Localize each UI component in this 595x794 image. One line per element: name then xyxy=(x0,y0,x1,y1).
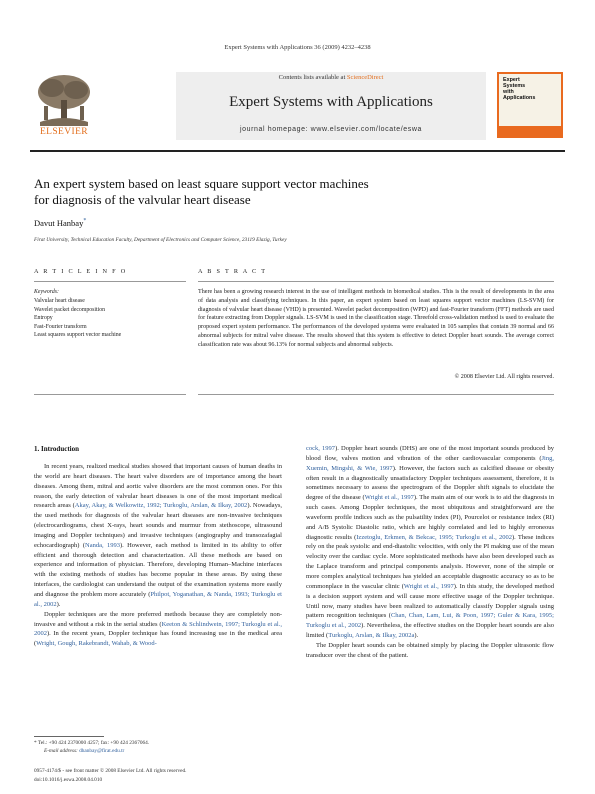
elsevier-tree-logo xyxy=(30,72,98,128)
contents-line xyxy=(176,74,486,81)
citation-link[interactable]: cock, 1997 xyxy=(306,445,336,452)
article-title: An expert system based on least square support vector machines for diagnosis of the valvular heart disease xyxy=(34,176,369,207)
elsevier-wordmark: ELSEVIER xyxy=(39,127,89,137)
citation-link[interactable]: Wright, Gough, Rakebrandt, Wahab, & Wood- xyxy=(36,640,157,648)
journal-homepage[interactable]: journal homepage: www.elsevier.com/locate/eswa xyxy=(239,126,423,133)
keyword: Least squares support vector machine xyxy=(34,332,122,339)
body-column-left xyxy=(34,462,282,649)
page-footer: 0957-4174/$ - see front matter © 2008 Elsevier Ltd. All rights reserved. doi:10.1016/j.eswa.2008.04.010 xyxy=(34,768,187,783)
sciencedirect-link[interactable]: ScienceDirect xyxy=(346,74,384,81)
citation-link[interactable]: Izzetoglu, Erkmen, & Bekcac, 1995; Turkoglu et al., 2002 xyxy=(356,533,512,541)
keyword: Valvular heart disease xyxy=(34,298,85,304)
paragraph: The Doppler heart sounds can be obtained simply by placing the Doppler ultrasonic flow transducer over the chest of the patient. xyxy=(306,641,554,659)
section-heading-introduction: 1. Introduction xyxy=(34,445,79,453)
citation-link[interactable]: Akay, Akay, & Welkowitz, 1992; Turkoglu, Arslan, & Ilkay, 2002 xyxy=(74,502,248,510)
citation-link[interactable]: Philpot, Yoganathan, & Nanda, 1993; Turkoglu et al., 2002 xyxy=(34,590,282,608)
contents-prefix: Contents lists available at xyxy=(278,74,347,81)
abstract-bottom-rule xyxy=(198,394,554,395)
journal-name: Expert Systems with Applications xyxy=(229,94,433,110)
abstract-copyright: © 2008 Elsevier Ltd. All rights reserved. xyxy=(454,374,554,380)
citation-link[interactable]: Wright et al., 1997 xyxy=(364,494,414,502)
citation-link[interactable]: Keeton & Schlindwein, 1997; Turkoglu et al., 2002 xyxy=(34,620,282,638)
citation-link[interactable]: Turkoglu, Arslan, & Ilkay, 2002a xyxy=(328,632,415,640)
citation-link[interactable]: Nanda, 1993 xyxy=(85,541,120,549)
keyword-list xyxy=(34,297,121,340)
abstract-text: There has been a growing research interest in the use of intelligent methods in biomedical studies. This is the result of developments in the area of data analysis and classifying techniques. In this paper, an expert system based on least squares support vector machines (LS-SVM) for diagnosis of valvular heart disease (VHD) is presented. Wavelet packet decomposition (WPD) and fast-Fourier transform (FFT) methods are used for feature extracting from Doppler signals. LS-SVM is used in the classification stage. Threefold cross-validation method is used to evaluate the proposed expert system performance. The performances of the developed systems were evaluated in 105 samples that contain 39 normal and 66 abnormal subjects for mitral valve disease. The results showed that this system is effective to detect Doppler heart sounds. The average correct classification rate was about 96.13% for normal subjects and abnormal subjects. xyxy=(198,289,554,348)
paragraph: Doppler techniques are the more preferred methods because they are completely non-invasive and without a risk in the serial studies (Keeton & Schlindwein, 1997; Turkoglu et al., 2002). In the recent years, Doppler technique has found increasing use in the medical area (Wright, Gough, Rakebrandt, Wahab, & Wood- xyxy=(34,610,282,648)
footnote-rule xyxy=(34,736,104,737)
doi[interactable]: doi:10.1016/j.eswa.2008.04.010 xyxy=(34,776,103,783)
cover-strip xyxy=(499,126,561,136)
paragraph: In recent years, realized medical studies showed that important causes of human deaths in the world are heart diseases. The heart valve disorders are of importance among the heart diseases. Among them, mitral and aortic valve disorders are the most common ones. For this reason, the early detection of valvular heart diseases is one of the most important medical research areas (Akay, Akay, & Welkowitz, 1992; Turkoglu, Arslan, & Ilkay, 2002). Nowadays, the used methods for diagnosis of the valvular heart diseases are non-invasive techniques (electrocardiograms, chest X-rays, heart sounds and murmur from stethoscope, ultrasound imaging and Doppler techniques) and invasive techniques (angiography and transozafagial echocardiograph) (Nanda, 1993). However, each method is limited in its ability to offer efficient and thorough detection and characterization. All these methods are based on experience and information of physician. Therefore, developing Human–Machine interfaces with the existing methods of studies has become popular in these areas. By using these interfaces, the cardiologist can understand the output of the examination systems more easily and diagnose the problem more accurately (Philpot, Yoganathan, & Nanda, 1993; Turkoglu et al., 2002). xyxy=(34,463,282,608)
article-info-rule xyxy=(34,281,186,282)
keywords-heading: Keywords: xyxy=(34,289,59,295)
author-email-link[interactable]: dhanbay@firat.edu.tr xyxy=(79,747,125,754)
journal-cover-thumbnail xyxy=(497,72,563,138)
keyword: Fast-Fourier transform xyxy=(34,323,87,330)
author-name: Davut Hanbay* xyxy=(34,218,87,228)
author-footnote-mark[interactable]: * xyxy=(83,218,87,225)
citation-link[interactable]: Jing, Xuemin, Mingshi, & Wie, 1997 xyxy=(306,454,554,472)
keyword: Entropy xyxy=(34,315,53,322)
body-column-right xyxy=(306,444,554,661)
abstract-rule xyxy=(198,281,554,282)
author-footnote: * Tel.: +90 424 2370000 4257; fax: +90 424 2367064. E-mail address: dhanbay@firat.edu.tr xyxy=(34,740,150,754)
cover-title: Expert Systems with Applications xyxy=(503,77,536,101)
author-affiliation: Firat University, Technical Education Faculty, Department of Electronics and Computer Science, 23119 Elazig, Turkey xyxy=(34,237,287,243)
article-info-bottom-rule xyxy=(34,394,186,395)
header-rule xyxy=(30,150,565,152)
keyword: Wavelet packet decomposition xyxy=(34,306,106,313)
citation-link[interactable]: Chan, Chan, Lam, Lui, & Poon, 1997; Guler & Kara, 1995; Turkoglu et al., 2002 xyxy=(306,612,554,630)
running-head: Expert Systems with Applications 36 (2009) 4232–4238 xyxy=(224,44,371,51)
citation-link[interactable]: Wright et al., 1997 xyxy=(403,582,454,590)
paragraph: cock, 1997). Doppler heart sounds (DHS) are one of the most important sounds produced by blood flow, valves motion and vibration of the other cardiovascular components (Jing, Xuemin, Mingshi, & Wie, 1997). However, the factors such as calcified disease or obesity often result in a diagnostically unsatisfactory Doppler techniques assessment, therefore, it is sometimes necessary to assess the spectrogram of the Doppler shift signals to elucidate the degree of the disease (Wright et al., 1997). The main aim of our work is to aid the diagnosis in such cases. Among Doppler techniques, the most ubiquitous and straightforward are the waveform profile indices such as the pulsatility index (PI), Pourcelot or resistance index (RI) and A/B Systolic Diastolic ratio, which are highly correlated and led to highly erroneous diagnostic results (Izzetoglu, Erkmen, & Bekcac, 1995; Turkoglu et al., 2002). These indices rely on the peak systolic and end-diastolic velocities, with only the PI making use of the mean velocity over the cardiac cycle. More sophisticated methods have also been developed such as the Laplace transform and principal components analysis. However, none of the simple or more complex analytical techniques has yielded an acceptable diagnostic accuracy so as to be commonplace in the vascular clinic (Wright et al., 1997). In this study, the developed method is a decision support system and will cause more effective usage of the Doppler technique. Until now, many studies have been realized to automatically classify Doppler signals using pattern recognition techniques (Chan, Chan, Lam, Lui, & Poon, 1997; Guler & Kara, 1995; Turkoglu et al., 2002). Nevertheless, the effective studies on the Doppler heart sounds are also limited (Turkoglu, Arslan, & Ilkay, 2002a). xyxy=(306,445,554,640)
article-info-label: A R T I C L E I N F O xyxy=(34,268,128,275)
abstract-label: A B S T R A C T xyxy=(198,268,267,275)
